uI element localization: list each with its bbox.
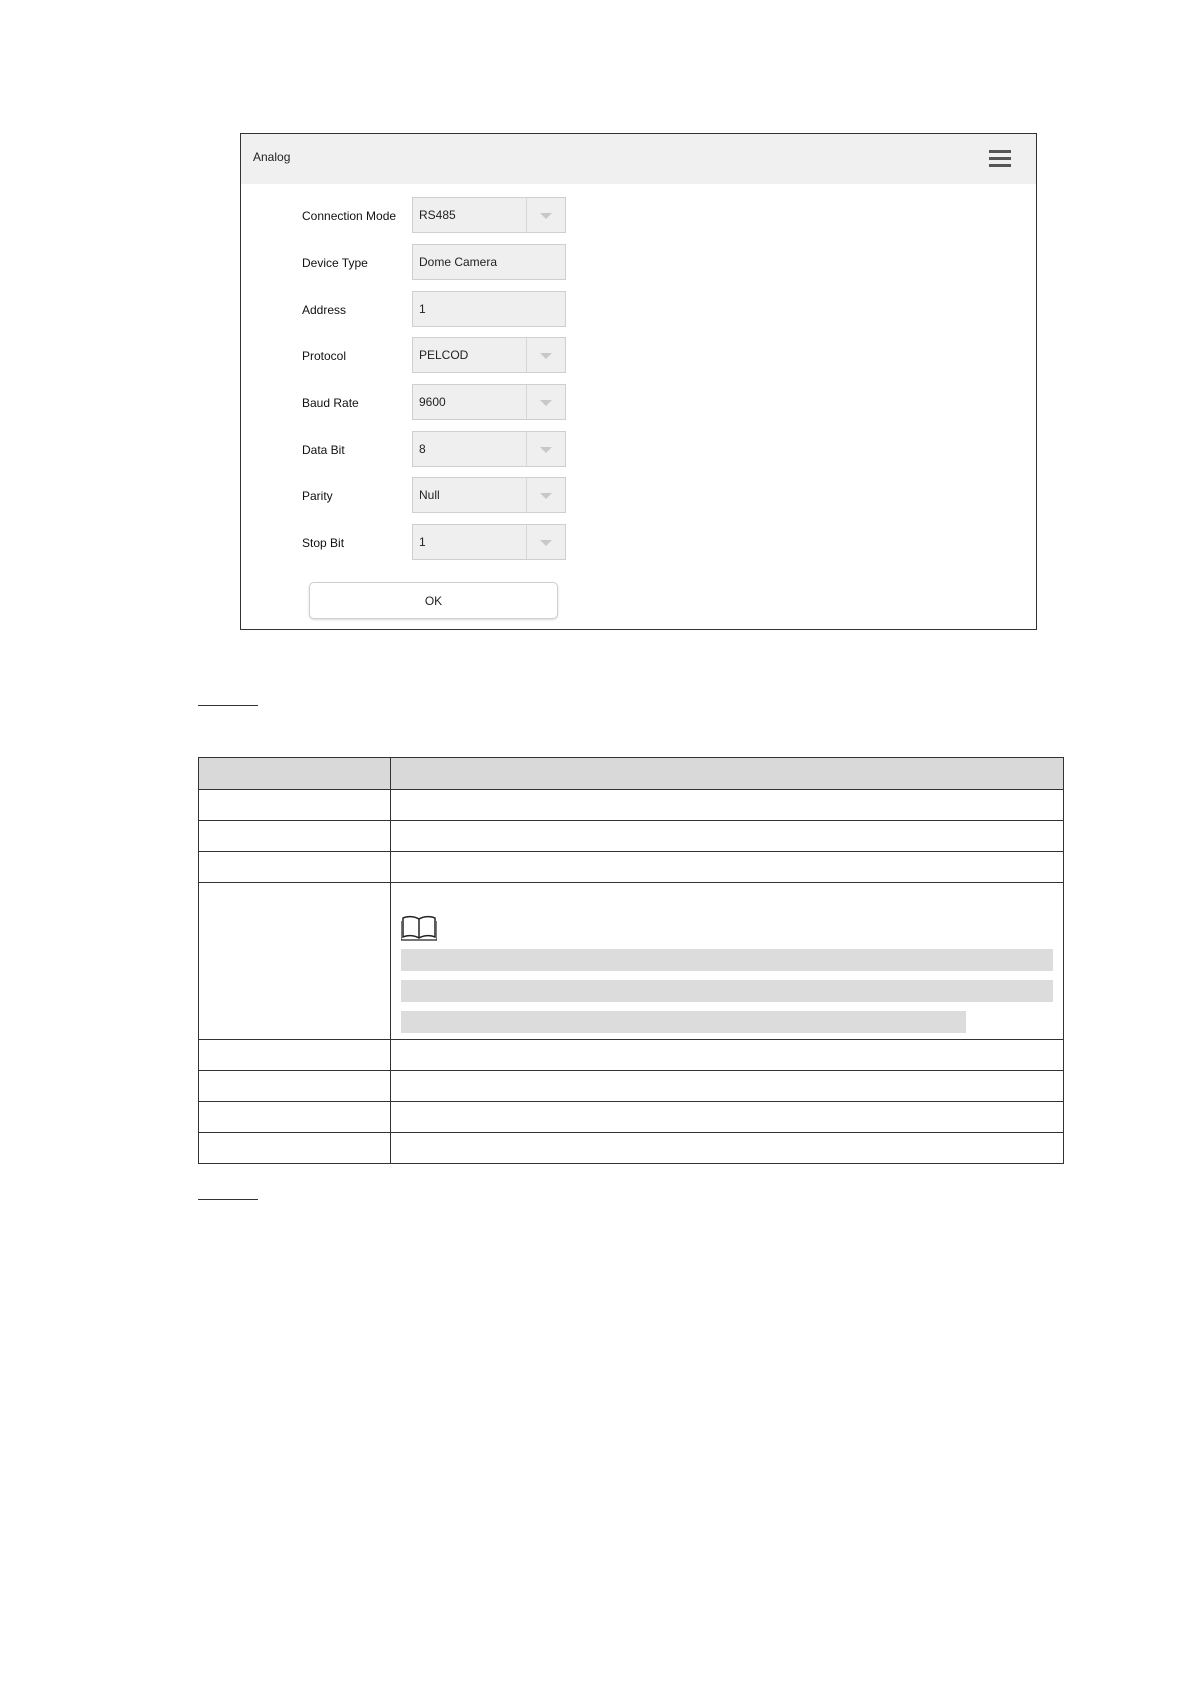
parity-value: Null — [419, 488, 440, 502]
table-cell — [391, 1133, 1064, 1164]
step-underline — [198, 705, 258, 706]
connection-mode-value: RS485 — [419, 208, 456, 222]
panel-header — [241, 134, 1036, 184]
table-cell — [199, 1040, 391, 1071]
step-underline — [198, 1199, 258, 1200]
device-type-row — [241, 244, 641, 280]
table-cell — [199, 790, 391, 821]
parity-select[interactable] — [412, 477, 566, 513]
table-cell — [391, 1102, 1064, 1133]
table-row — [199, 1040, 1064, 1071]
protocol-row — [241, 337, 641, 373]
protocol-label: Protocol — [302, 349, 347, 363]
chevron-down-icon[interactable] — [526, 525, 565, 559]
stop-bit-row — [241, 524, 641, 560]
table-row — [199, 1071, 1064, 1102]
baud-rate-value: 9600 — [419, 395, 446, 409]
book-note-icon — [401, 915, 437, 941]
chevron-down-icon[interactable] — [526, 385, 565, 419]
table-row — [199, 1102, 1064, 1133]
table-cell — [199, 1071, 391, 1102]
data-bit-label: Data Bit — [302, 443, 345, 457]
table-header-cell — [199, 758, 391, 790]
ok-button[interactable]: OK — [309, 582, 558, 619]
connection-mode-select[interactable] — [412, 197, 566, 233]
protocol-select[interactable] — [412, 337, 566, 373]
parity-label: Parity — [302, 489, 333, 503]
data-bit-select[interactable] — [412, 431, 566, 467]
data-bit-row — [241, 431, 641, 467]
stop-bit-select[interactable] — [412, 524, 566, 560]
table-cell — [391, 1071, 1064, 1102]
redacted-text-line — [401, 949, 1053, 971]
table-cell — [199, 1133, 391, 1164]
address-row — [241, 291, 641, 327]
parity-row — [241, 477, 641, 513]
table-cell — [199, 1102, 391, 1133]
baud-rate-select[interactable] — [412, 384, 566, 420]
device-type-label: Device Type — [302, 256, 368, 270]
table-cell — [199, 852, 391, 883]
table-cell — [391, 852, 1064, 883]
chevron-down-icon[interactable] — [526, 478, 565, 512]
stop-bit-label: Stop Bit — [302, 536, 345, 550]
device-type-value: Dome Camera — [419, 255, 498, 269]
table-cell — [391, 1040, 1064, 1071]
chevron-down-icon[interactable] — [526, 338, 565, 372]
redacted-text-line — [401, 980, 1053, 1002]
chevron-down-icon[interactable] — [526, 432, 565, 466]
connection-mode-row — [241, 197, 641, 233]
analog-settings-panel — [240, 133, 1037, 630]
table-cell — [199, 821, 391, 852]
parameter-table — [198, 757, 1064, 1164]
address-value: 1 — [419, 302, 426, 316]
table-row — [199, 852, 1064, 883]
stop-bit-value: 1 — [419, 535, 426, 549]
address-input[interactable] — [412, 291, 566, 327]
table-cell — [199, 883, 391, 1040]
redacted-text-line — [401, 1011, 966, 1033]
chevron-down-icon[interactable] — [526, 198, 565, 232]
connection-mode-label: Connection Mode — [302, 209, 397, 223]
table-row — [199, 1133, 1064, 1164]
table-row — [199, 821, 1064, 852]
protocol-value: PELCOD — [419, 348, 469, 362]
table-row — [199, 790, 1064, 821]
address-label: Address — [302, 303, 347, 317]
data-bit-value: 8 — [419, 442, 426, 456]
table-cell — [391, 790, 1064, 821]
table-row — [199, 883, 1064, 1040]
table-cell — [391, 821, 1064, 852]
hamburger-menu-icon[interactable] — [989, 150, 1011, 168]
baud-rate-label: Baud Rate — [302, 396, 359, 410]
panel-title: Analog — [253, 150, 291, 164]
table-header-row — [199, 758, 1064, 790]
device-type-input[interactable] — [412, 244, 566, 280]
note-cell — [391, 883, 1064, 1040]
baud-rate-row — [241, 384, 641, 420]
table-header-cell — [391, 758, 1064, 790]
